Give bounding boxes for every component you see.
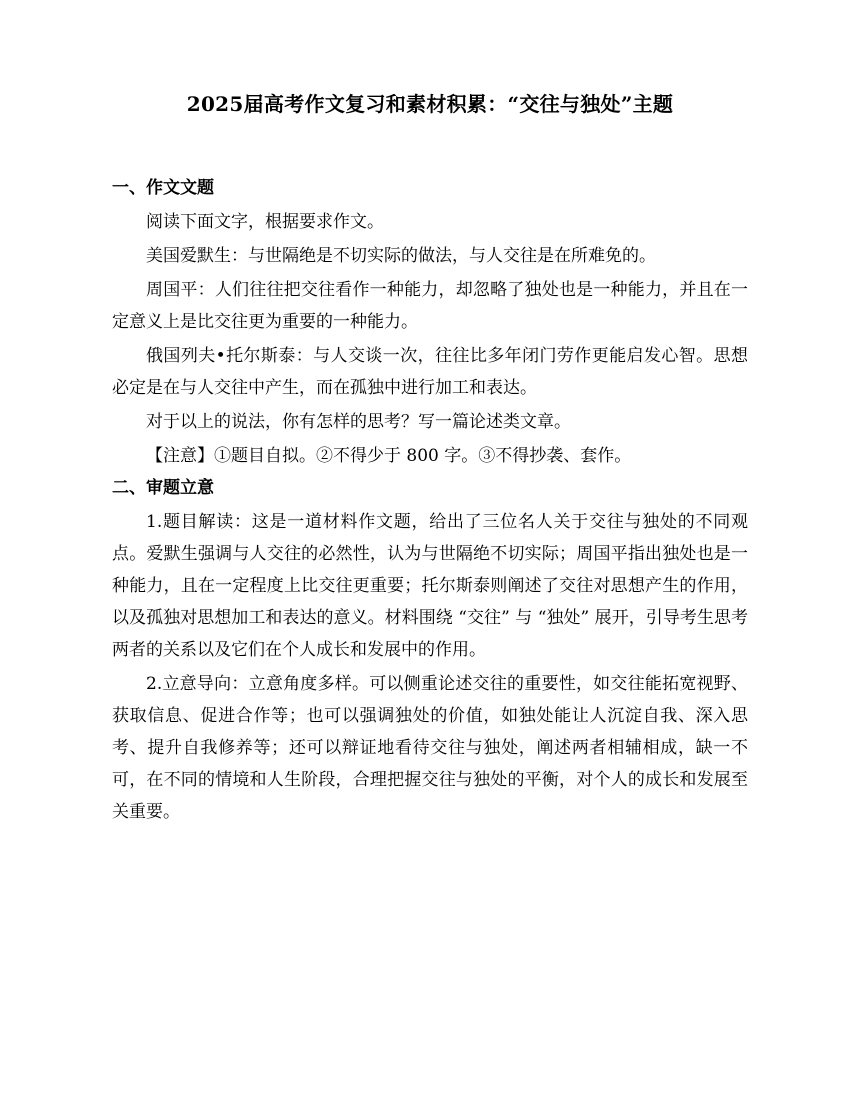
document-title: 2025届高考作文复习和素材积累：“交往与独处”主题 bbox=[186, 92, 674, 116]
section-heading-essay-prompt: 一、作文文题 bbox=[112, 178, 214, 198]
paragraph: 2.立意导向：立意角度多样。可以侧重论述交往的重要性，如交往能拓宽视野、获取信息、促进合作等；也可以强调独处的价值，如独处能让人沉淀自我、深入思考、提升自我修养等；还可以辩证地看待交往与独处，阐述两者相辅相成，缺一不可，在不同的情境和人生阶段，合理把握交往与独处的平衡，对个人的成长和发展至关重要。 bbox=[112, 674, 748, 822]
paragraph: 俄国列夫•托尔斯泰：与人交谈一次，往往比多年闭门劳作更能启发心智。思想必定是在与人交往中产生，而在孤独中进行加工和表达。 bbox=[112, 346, 748, 398]
section-heading-topic-analysis: 二、审题立意 bbox=[112, 478, 214, 498]
document-body bbox=[112, 172, 748, 828]
paragraph: 美国爱默生：与世隔绝是不切实际的做法，与人交往是在所难免的。 bbox=[146, 246, 656, 266]
paragraph: 对于以上的说法，你有怎样的思考？写一篇论述类文章。 bbox=[146, 412, 571, 432]
paragraph: 【注意】①题目自拟。②不得少于 800 字。③不得抄袭、套作。 bbox=[146, 446, 632, 466]
paragraph: 阅读下面文字，根据要求作文。 bbox=[146, 212, 384, 232]
paragraph: 周国平：人们往往把交往看作一种能力，却忽略了独处也是一种能力，并且在一定意义上是比交往更为重要的一种能力。 bbox=[112, 280, 748, 332]
paragraph: 1.题目解读：这是一道材料作文题，给出了三位名人关于交往与独处的不同观点。爱默生强调与人交往的必然性，认为与世隔绝不切实际；周国平指出独处也是一种能力，且在一定程度上比交往更重要；托尔斯泰则阐述了交往对思想产生的作用，以及孤独对思想加工和表达的意义。材料围绕 “交往” 与 “独处” 展开，引导考生思考两者的关系以及它们在个人成长和发展中的作用。 bbox=[112, 512, 748, 660]
